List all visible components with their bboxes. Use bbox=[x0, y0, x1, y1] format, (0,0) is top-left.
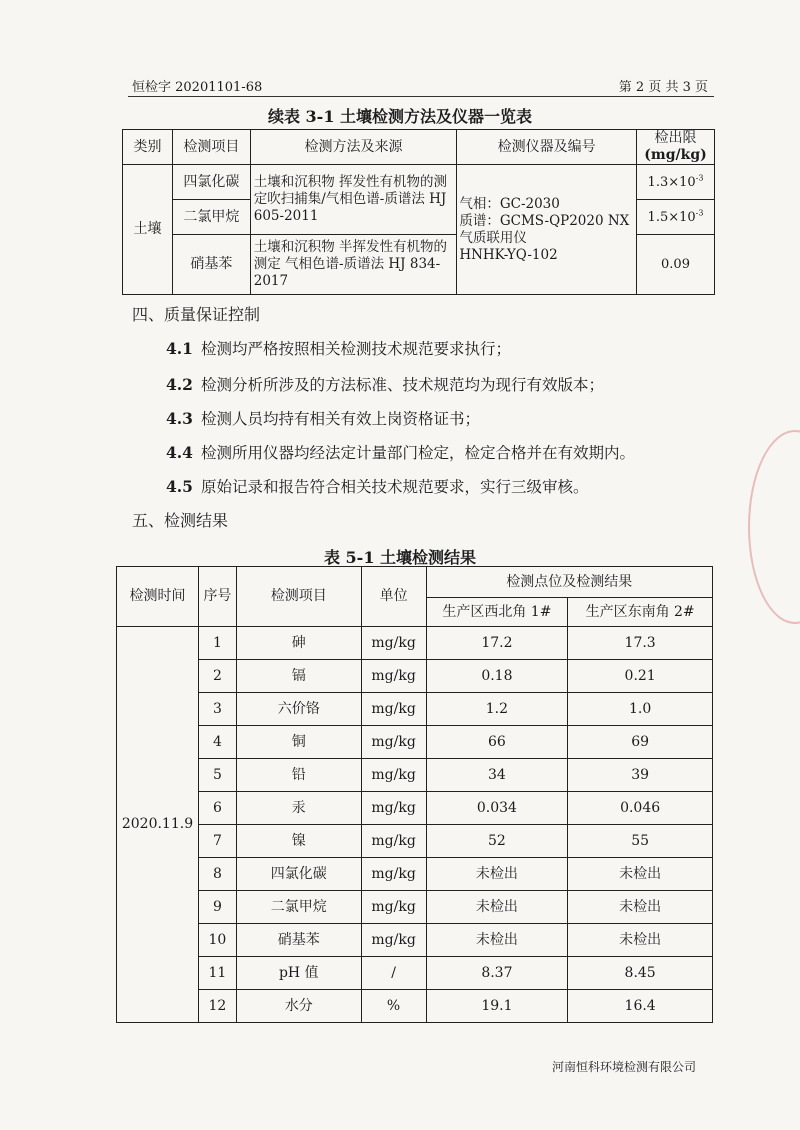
item-cell: 铜 bbox=[236, 726, 361, 759]
point1-value-cell: 34 bbox=[426, 759, 568, 792]
method-cell: 土壤和沉积物 挥发性有机物的测定吹扫捕集/气相色谱-质谱法 HJ 605-2011 bbox=[250, 165, 457, 235]
unit-cell: mg/kg bbox=[361, 825, 426, 858]
seq-cell: 11 bbox=[198, 957, 236, 990]
table-5-1-title: 表 5-1 土壤检测结果 bbox=[323, 548, 477, 567]
point2-value-cell: 未检出 bbox=[568, 891, 713, 924]
table-row bbox=[117, 891, 713, 924]
table-row bbox=[117, 957, 713, 990]
seq-cell: 1 bbox=[198, 627, 236, 660]
item-cell: 四氯化碳 bbox=[236, 858, 361, 891]
item-cell: pH 值 bbox=[236, 957, 361, 990]
category-cell: 土壤 bbox=[123, 165, 173, 295]
seq-cell: 5 bbox=[198, 759, 236, 792]
table-row bbox=[117, 825, 713, 858]
item-cell: 汞 bbox=[236, 792, 361, 825]
instrument-line: 气相：GC-2030 bbox=[459, 195, 560, 212]
table-header-row bbox=[117, 567, 713, 598]
limit-header-label: 检出限 bbox=[654, 130, 697, 146]
col-header-method: 检测方法及来源 bbox=[250, 130, 457, 165]
limit-header-unit: (mg/kg) bbox=[644, 147, 707, 163]
unit-cell: mg/kg bbox=[361, 759, 426, 792]
point2-value-cell: 55 bbox=[568, 825, 713, 858]
header-divider bbox=[128, 96, 714, 97]
table-row bbox=[117, 693, 713, 726]
limit-cell bbox=[637, 235, 715, 295]
qa-item-text: 原始记录和报告符合相关技术规范要求，实行三级审核。 bbox=[200, 478, 589, 496]
item-cell: 六价铬 bbox=[236, 693, 361, 726]
limit-base: 1.5×10 bbox=[647, 209, 696, 225]
limit-base: 0.09 bbox=[661, 257, 690, 272]
limit-cell bbox=[637, 200, 715, 235]
item-cell: 镍 bbox=[236, 825, 361, 858]
item-cell: 硝基苯 bbox=[236, 924, 361, 957]
limit-base: 1.3×10 bbox=[647, 174, 696, 190]
qa-item-number: 4.4 bbox=[166, 443, 193, 462]
table-row bbox=[117, 759, 713, 792]
table-row bbox=[117, 627, 713, 660]
seq-cell: 10 bbox=[198, 924, 236, 957]
item-cell: 硝基苯 bbox=[172, 235, 250, 295]
point1-value-cell: 8.37 bbox=[426, 957, 568, 990]
table-row bbox=[117, 726, 713, 759]
point2-value-cell: 39 bbox=[568, 759, 713, 792]
point2-value-cell: 未检出 bbox=[568, 858, 713, 891]
qa-item-text: 检测均严格按照相关检测技术规范要求执行； bbox=[200, 340, 511, 358]
table-row bbox=[117, 792, 713, 825]
qa-item-text: 检测人员均持有相关有效上岗资格证书； bbox=[200, 410, 480, 428]
qa-item-number: 4.1 bbox=[166, 339, 193, 358]
point1-value-cell: 17.2 bbox=[426, 627, 568, 660]
point1-value-cell: 未检出 bbox=[426, 891, 568, 924]
col-header-time: 检测时间 bbox=[117, 567, 199, 627]
seq-cell: 7 bbox=[198, 825, 236, 858]
item-cell: 铅 bbox=[236, 759, 361, 792]
point2-value-cell: 未检出 bbox=[568, 924, 713, 957]
company-name: 河南恒科环境检测有限公司 bbox=[551, 1060, 696, 1074]
unit-cell: mg/kg bbox=[361, 627, 426, 660]
seq-cell: 12 bbox=[198, 990, 236, 1023]
seq-cell: 8 bbox=[198, 858, 236, 891]
unit-cell: mg/kg bbox=[361, 726, 426, 759]
table-row bbox=[117, 660, 713, 693]
unit-cell: mg/kg bbox=[361, 792, 426, 825]
col-header-limit bbox=[637, 130, 715, 165]
instrument-line: 气质联用仪 bbox=[459, 229, 527, 246]
seal-stamp-edge bbox=[748, 430, 800, 624]
seq-cell: 6 bbox=[198, 792, 236, 825]
limit-exp: -3 bbox=[695, 173, 704, 183]
unit-cell: % bbox=[361, 990, 426, 1023]
instrument-line: 质谱：GCMS-QP2020 NX bbox=[459, 212, 630, 229]
results-table bbox=[116, 566, 713, 1023]
col-header-seq: 序号 bbox=[198, 567, 236, 627]
point2-value-cell: 69 bbox=[568, 726, 713, 759]
section-5-title: 五、检测结果 bbox=[132, 511, 229, 530]
seq-cell: 9 bbox=[198, 891, 236, 924]
qa-item bbox=[166, 475, 588, 497]
unit-cell: mg/kg bbox=[361, 693, 426, 726]
seq-cell: 4 bbox=[198, 726, 236, 759]
point1-value-cell: 0.18 bbox=[426, 660, 568, 693]
qa-item-text: 检测所用仪器均经法定计量部门检定，检定合格并在有效期内。 bbox=[200, 444, 635, 462]
instrument-line: HNHK-YQ-102 bbox=[459, 246, 558, 263]
item-cell: 镉 bbox=[236, 660, 361, 693]
point2-value-cell: 17.3 bbox=[568, 627, 713, 660]
col-header-group: 检测点位及检测结果 bbox=[426, 567, 712, 598]
point1-value-cell: 未检出 bbox=[426, 858, 568, 891]
point1-value-cell: 未检出 bbox=[426, 924, 568, 957]
table-row bbox=[123, 165, 715, 200]
item-cell: 砷 bbox=[236, 627, 361, 660]
point2-value-cell: 8.45 bbox=[568, 957, 713, 990]
unit-cell: / bbox=[361, 957, 426, 990]
point1-value-cell: 1.2 bbox=[426, 693, 568, 726]
table-header-row bbox=[123, 130, 715, 165]
point1-value-cell: 19.1 bbox=[426, 990, 568, 1023]
qa-item-text: 检测分析所涉及的方法标准、技术规范均为现行有效版本； bbox=[200, 376, 604, 394]
qa-item-number: 4.5 bbox=[166, 477, 193, 496]
method-cell: 土壤和沉积物 半挥发性有机物的测定 气相色谱-质谱法 HJ 834-2017 bbox=[250, 235, 457, 295]
qa-item bbox=[166, 407, 480, 429]
col-header-point1: 生产区西北角 1# bbox=[426, 598, 568, 627]
col-header-item: 检测项目 bbox=[236, 567, 361, 627]
point2-value-cell: 16.4 bbox=[568, 990, 713, 1023]
col-header-instrument: 检测仪器及编号 bbox=[457, 130, 637, 165]
item-cell: 水分 bbox=[236, 990, 361, 1023]
point1-value-cell: 0.034 bbox=[426, 792, 568, 825]
point2-value-cell: 1.0 bbox=[568, 693, 713, 726]
unit-cell: mg/kg bbox=[361, 858, 426, 891]
table-row bbox=[117, 990, 713, 1023]
date-cell: 2020.11.9 bbox=[117, 627, 199, 1023]
col-header-category: 类别 bbox=[123, 130, 173, 165]
item-cell: 二氯甲烷 bbox=[236, 891, 361, 924]
section-4-title: 四、质量保证控制 bbox=[132, 305, 261, 324]
limit-cell bbox=[637, 165, 715, 200]
page-info: 第 2 页 共 3 页 bbox=[618, 80, 708, 95]
point2-value-cell: 0.046 bbox=[568, 792, 713, 825]
methods-table bbox=[122, 129, 715, 295]
item-cell: 二氯甲烷 bbox=[172, 200, 250, 235]
col-header-unit: 单位 bbox=[361, 567, 426, 627]
item-cell: 四氯化碳 bbox=[172, 165, 250, 200]
col-header-point2: 生产区东南角 2# bbox=[568, 598, 713, 627]
qa-item bbox=[166, 373, 604, 395]
qa-item-number: 4.3 bbox=[166, 409, 193, 428]
table-3-1-title: 续表 3-1 土壤检测方法及仪器一览表 bbox=[267, 107, 533, 126]
seq-cell: 3 bbox=[198, 693, 236, 726]
unit-cell: mg/kg bbox=[361, 660, 426, 693]
limit-exp: -3 bbox=[695, 208, 704, 218]
qa-item-number: 4.2 bbox=[166, 375, 193, 394]
qa-item bbox=[166, 441, 635, 463]
qa-item bbox=[166, 337, 511, 359]
seq-cell: 2 bbox=[198, 660, 236, 693]
unit-cell: mg/kg bbox=[361, 924, 426, 957]
instrument-cell bbox=[457, 165, 637, 295]
point1-value-cell: 52 bbox=[426, 825, 568, 858]
unit-cell: mg/kg bbox=[361, 891, 426, 924]
table-row bbox=[117, 858, 713, 891]
col-header-item: 检测项目 bbox=[172, 130, 250, 165]
table-row bbox=[117, 924, 713, 957]
point2-value-cell: 0.21 bbox=[568, 660, 713, 693]
report-number: 恒检字 20201101-68 bbox=[132, 80, 263, 95]
point1-value-cell: 66 bbox=[426, 726, 568, 759]
